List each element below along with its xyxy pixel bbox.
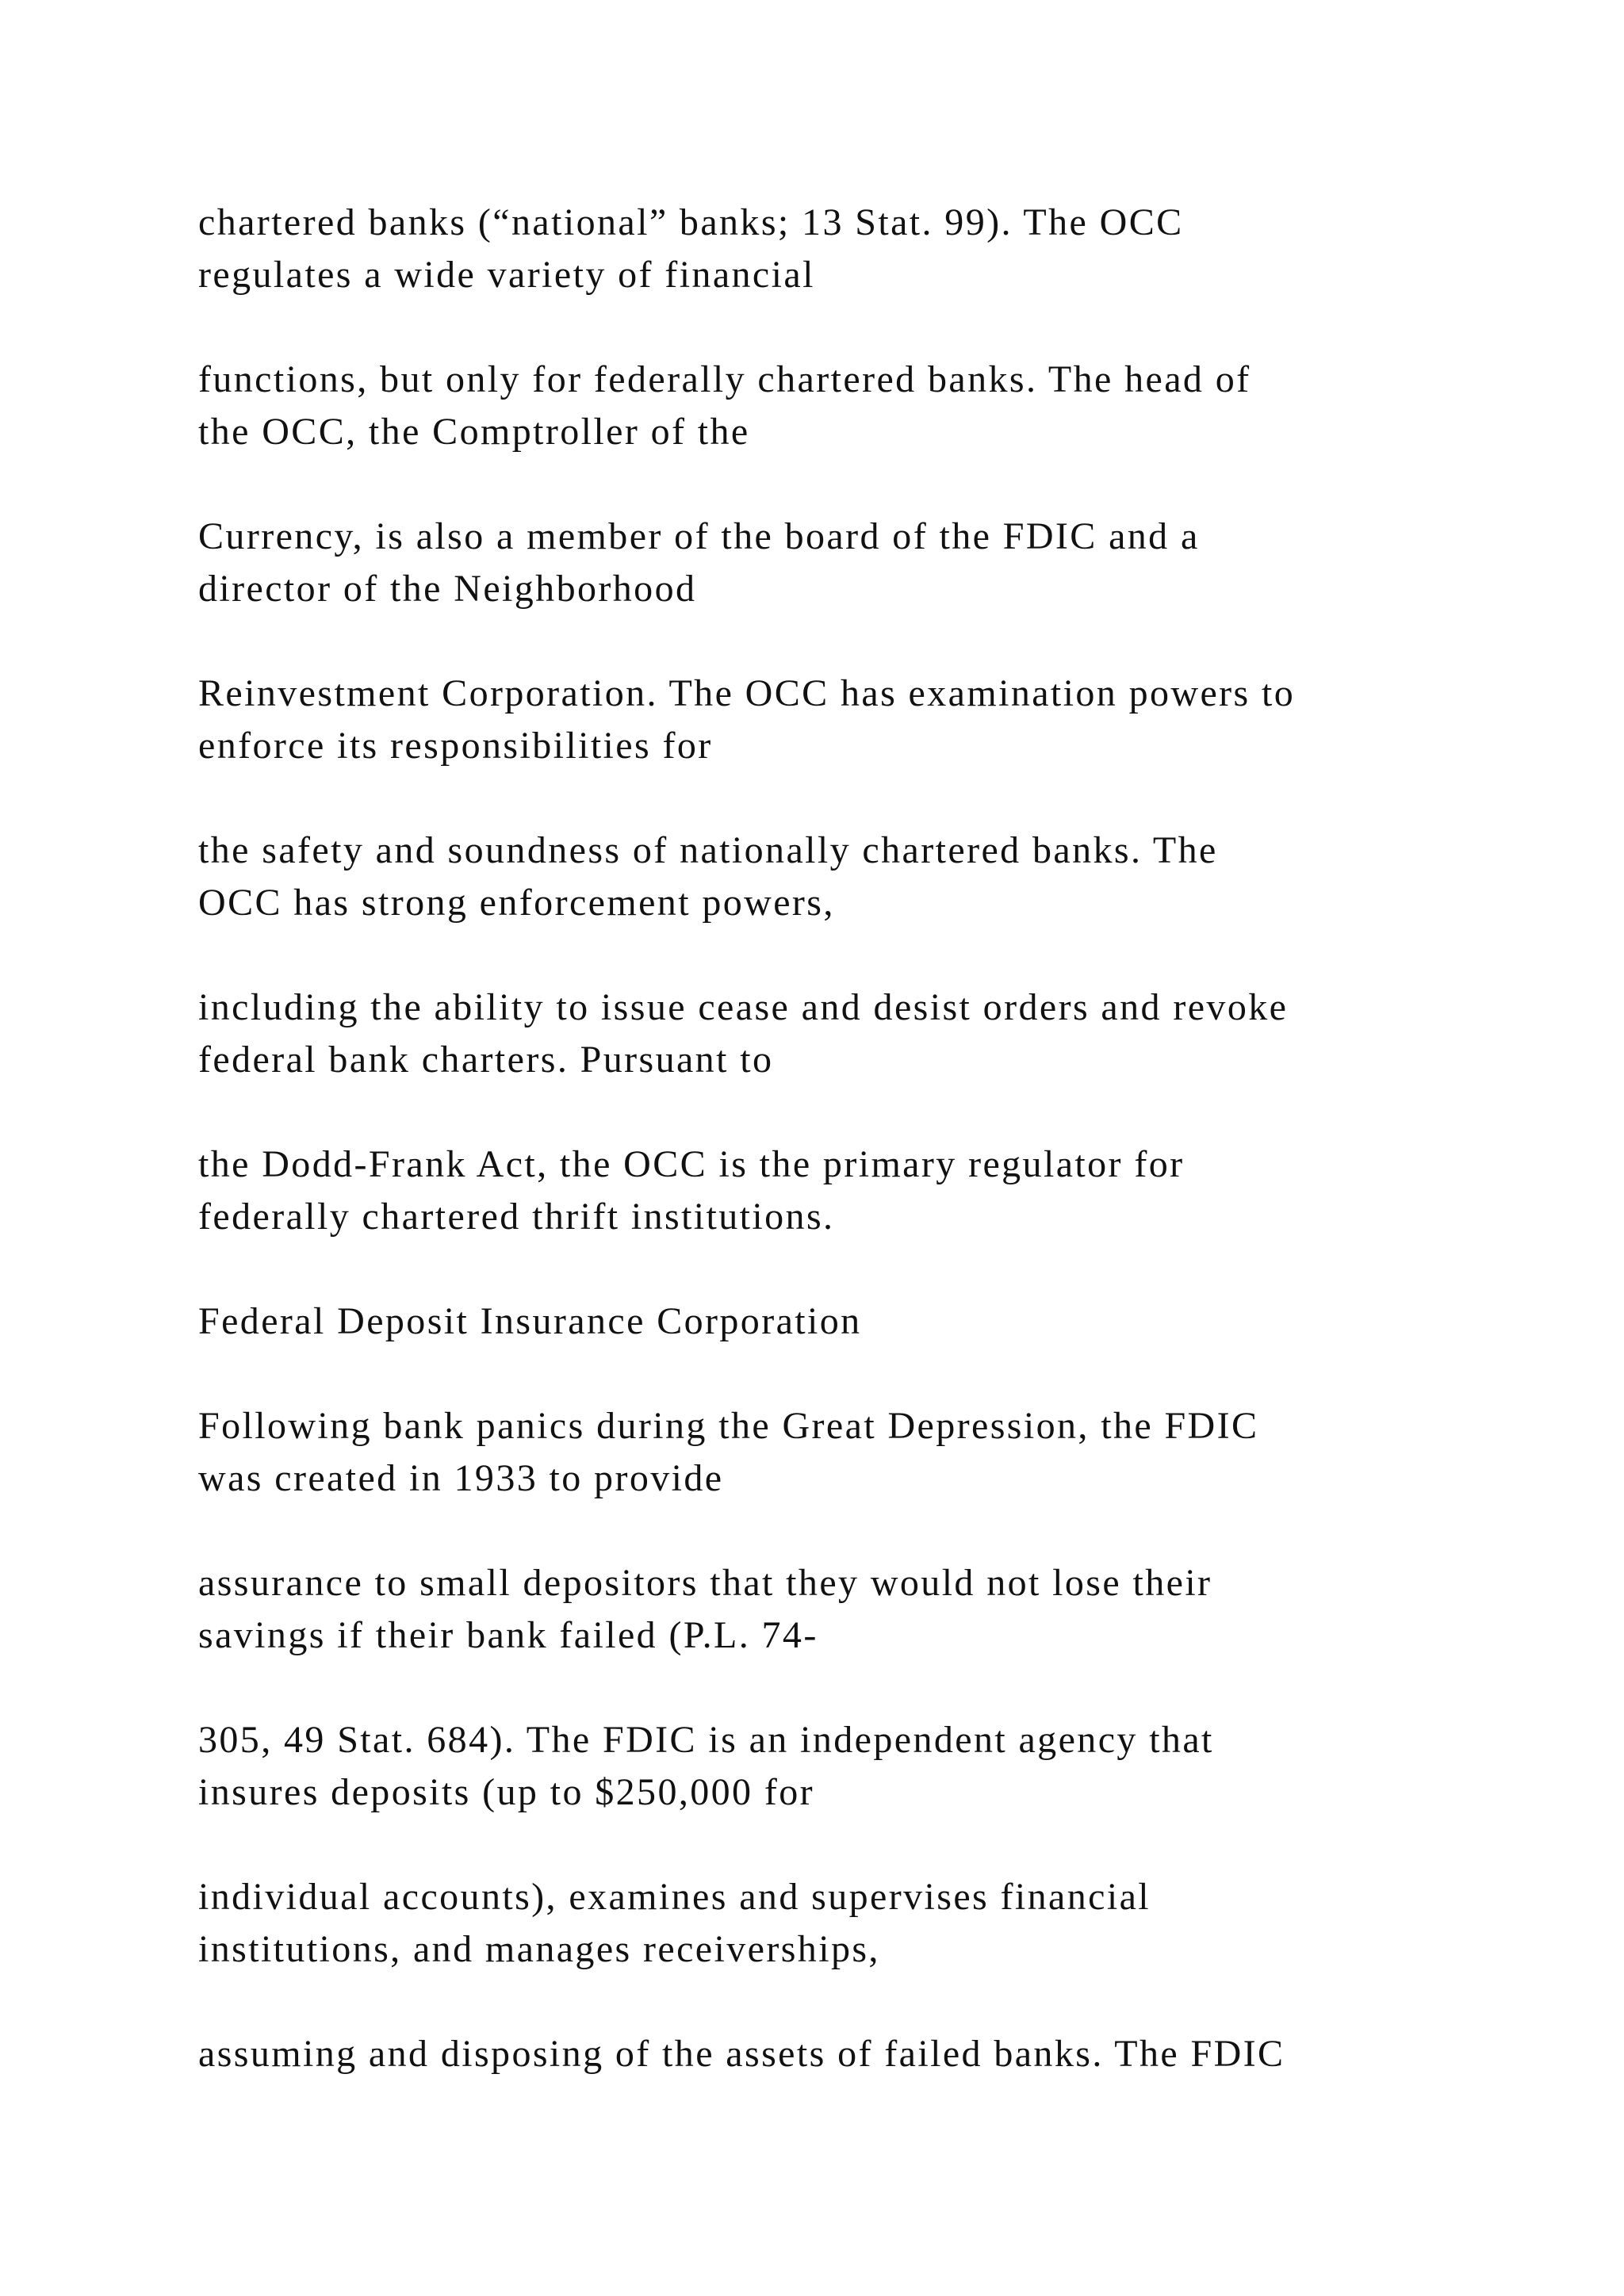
text-line: regulates a wide variety of financial <box>198 254 815 296</box>
paragraph-examination-powers <box>198 668 1546 772</box>
text-line: Reinvestment Corporation. The OCC has examination powers to <box>198 672 1296 714</box>
text-line: chartered banks (“national” banks; 13 Stat. 99). The OCC <box>198 201 1184 243</box>
text-line: insures deposits (up to $250,000 for <box>198 1771 815 1813</box>
section-heading-fdic <box>198 1295 1546 1348</box>
paragraph-dodd-frank <box>198 1138 1546 1243</box>
text-line: Following bank panics during the Great Depression, the FDIC <box>198 1405 1259 1447</box>
paragraph-national-banks <box>198 197 1546 301</box>
text-line: federally chartered thrift institutions. <box>198 1196 835 1238</box>
text-line: institutions, and manages receiverships, <box>198 1928 880 1970</box>
paragraph-independent-agency <box>198 1714 1546 1819</box>
paragraph-receiverships <box>198 1871 1546 1976</box>
paragraph-safety-soundness <box>198 825 1546 929</box>
heading-text: Federal Deposit Insurance Corporation <box>198 1300 862 1342</box>
text-line: OCC has strong enforcement powers, <box>198 882 835 924</box>
text-line: federal bank charters. Pursuant to <box>198 1039 774 1081</box>
document-body <box>198 197 1546 2133</box>
text-line: 305, 49 Stat. 684). The FDIC is an independent agency that <box>198 1719 1214 1761</box>
text-line: enforce its responsibilities for <box>198 725 713 767</box>
text-line: assurance to small depositors that they would not lose their <box>198 1562 1212 1604</box>
paragraph-fdic-creation <box>198 1400 1546 1505</box>
paragraph-depositor-assurance <box>198 1557 1546 1662</box>
text-line: the Dodd-Frank Act, the OCC is the primary regulator for <box>198 1143 1185 1185</box>
text-line: savings if their bank failed (P.L. 74- <box>198 1614 818 1656</box>
text-line: Currency, is also a member of the board of the FDIC and a <box>198 515 1200 557</box>
paragraph-enforcement <box>198 982 1546 1086</box>
text-line: including the ability to issue cease and desist orders and revoke <box>198 986 1289 1028</box>
paragraph-failed-banks <box>198 2028 1546 2080</box>
text-line: assuming and disposing of the assets of failed banks. The FDIC <box>198 2033 1285 2075</box>
text-line: director of the Neighborhood <box>198 568 697 610</box>
text-line: functions, but only for federally chartered banks. The head of <box>198 358 1251 400</box>
paragraph-occ-functions <box>198 354 1546 458</box>
text-line: individual accounts), examines and supervises financial <box>198 1876 1151 1918</box>
text-line: was created in 1933 to provide <box>198 1457 724 1499</box>
text-line: the OCC, the Comptroller of the <box>198 411 750 453</box>
paragraph-comptroller <box>198 511 1546 615</box>
text-line: the safety and soundness of nationally chartered banks. The <box>198 829 1218 871</box>
